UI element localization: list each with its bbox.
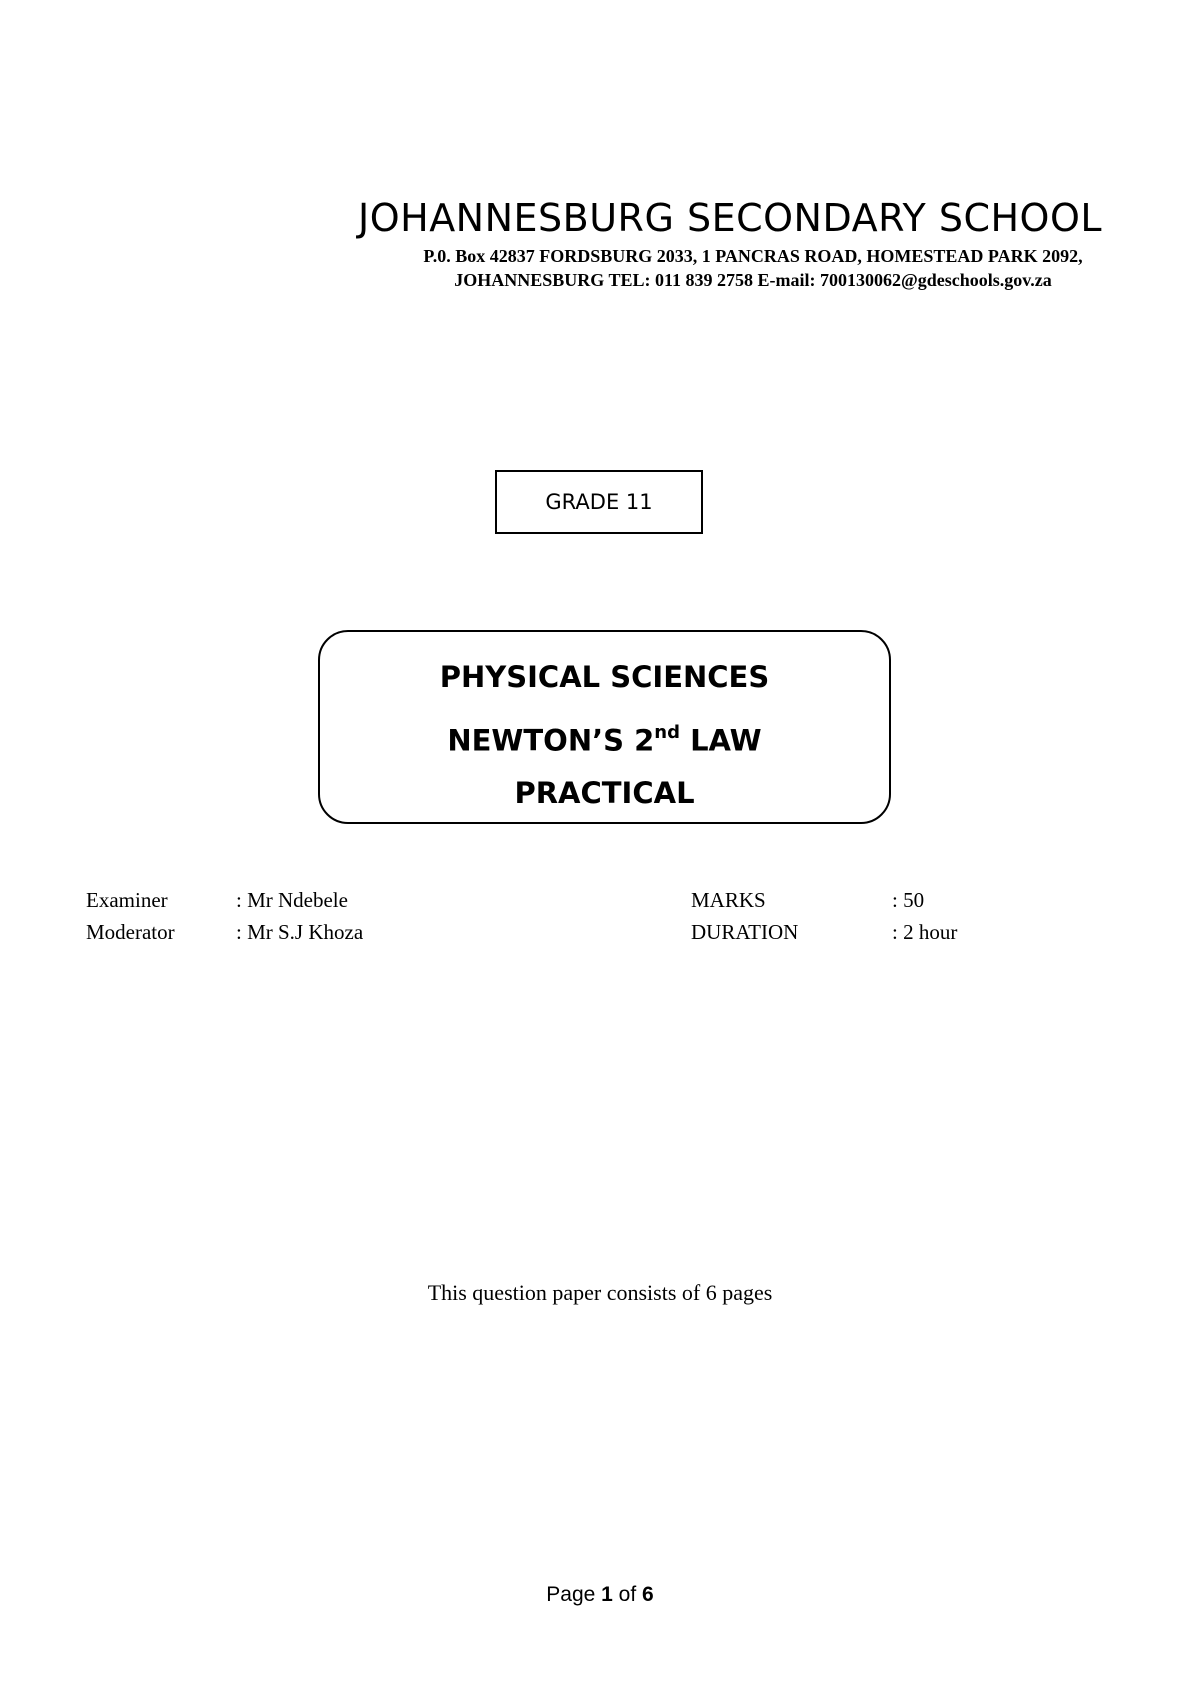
marks-label: MARKS [691, 888, 766, 912]
subject-line-3: PRACTICAL [514, 776, 695, 810]
page-current: 1 [601, 1583, 613, 1606]
subject-line-2 [320, 706, 889, 764]
subject-line-1: PHYSICAL SCIENCES [439, 660, 770, 694]
subject-line-2-prefix: NEWTON’S 2 [447, 723, 655, 758]
subject-box [318, 630, 891, 824]
page-count-note: This question paper consists of 6 pages [427, 1280, 773, 1305]
duration-label: DURATION [691, 920, 799, 944]
school-name: JOHANNESBURG SECONDARY SCHOOL [358, 196, 1103, 240]
address-line-2: JOHANNESBURG TEL: 011 839 2758 E-mail: 700130062@gdeschools.gov.za [454, 270, 1052, 290]
moderator-value: : Mr S.J Khoza [236, 920, 364, 944]
page-total: 6 [642, 1583, 654, 1606]
page-middle: of [612, 1583, 643, 1606]
page-prefix: Page [546, 1583, 602, 1606]
school-address [358, 244, 1148, 292]
subject-line-2-suffix: LAW [679, 723, 762, 758]
moderator-label: Moderator [86, 920, 175, 944]
duration-value: : 2 hour [892, 920, 958, 944]
address-line-1: P.0. Box 42837 FORDSBURG 2033, 1 PANCRAS ROAD, HOMESTEAD PARK 2092, [423, 246, 1083, 266]
subject-line-2-superscript: nd [654, 722, 680, 743]
page-number [0, 1583, 1200, 1607]
marks-value: : 50 [892, 888, 925, 912]
examiner-value: : Mr Ndebele [236, 888, 348, 912]
grade-label: GRADE 11 [545, 490, 653, 514]
grade-box [495, 470, 703, 534]
examiner-label: Examiner [86, 888, 168, 912]
